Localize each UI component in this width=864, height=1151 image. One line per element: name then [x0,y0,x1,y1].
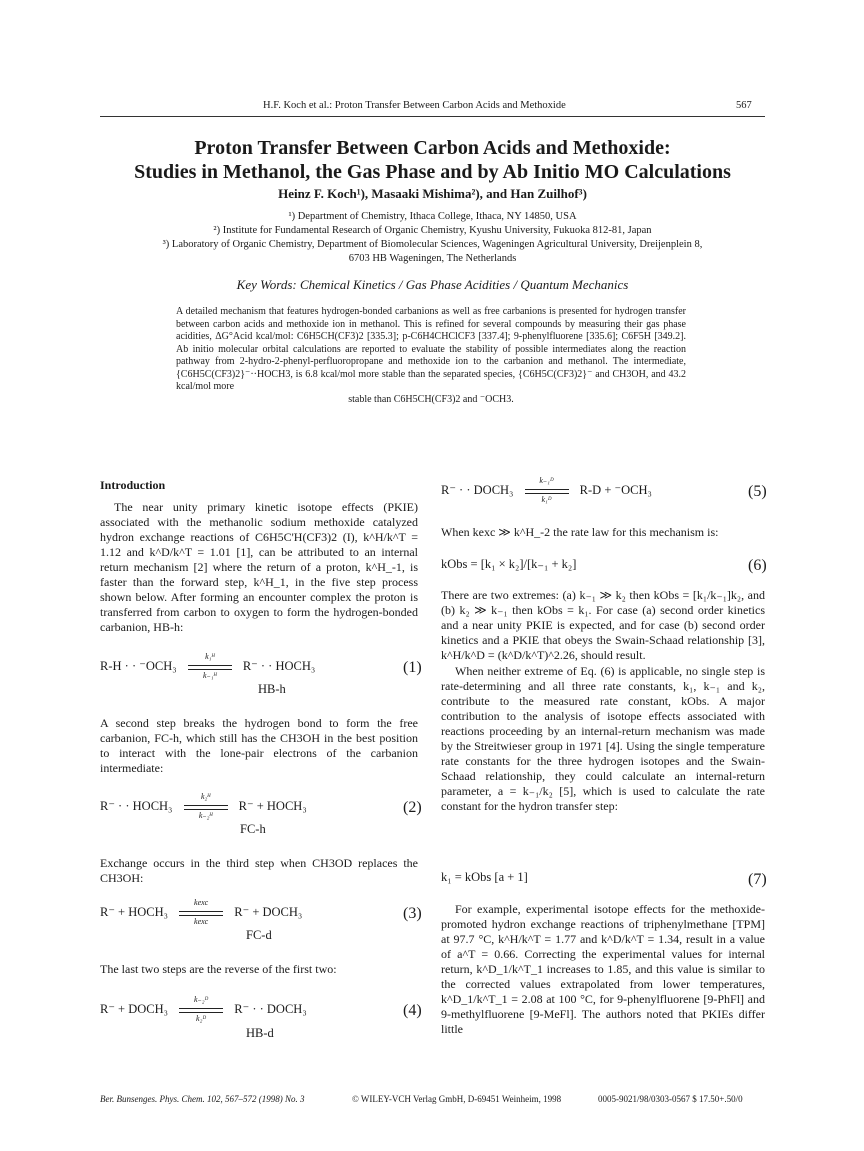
eq3-species-label: FC-d [246,928,272,942]
eq2-species-label: FC-h [240,822,266,836]
title-line-1: Proton Transfer Between Carbon Acids and Methoxide: [194,137,671,159]
equation-1 [100,652,316,681]
eq5-rate-forward: k₋₁ᴰ [539,476,554,486]
eq2-rate-forward: k₂ᴴ [200,792,211,802]
paper-title [100,136,765,184]
eq4-reactants: R⁻ + DOCH₃ [100,1002,169,1016]
eq1-species-label: HB-h [258,682,286,696]
abstract-body: A detailed mechanism that features hydrogen-bonded carbanions as well as free carbanions is presented for hydrogen transfer between carbon acids and methoxide ion in methanol. This is refined for several compounds by measuring their gas phase acidities, ΔG°Acid kcal/mol: C6H5CH(CF3)2 [335.3]; p-C6H4CHClCF3 [337.4]; 9-phenylfluorene [335.6]; C6F5H [349.2]. Ab initio molecular orbital calculations are reported to evaluate the stability of possible intermediates along the reaction pathway from 2-hydro-2-phenyl-perfluoropropane and methoxide ion to the carbanion and methanol. The intermediate, {C6H5C(CF3)2}⁻··HOCH3, is 6.8 kcal/mol more stable than the separated species, {C6H5C(CF3)2}⁻ and CH3OH, and 43.2 kcal/mol more [176,306,686,392]
eq3-number: (3) [403,905,422,922]
affiliation-3: ³) Laboratory of Organic Chemistry, Department of Biomolecular Sciences, Wageningen Agricultural University, Dreijenplein 8, [162,239,703,250]
eq5-reactants: R⁻ · · DOCH₃ [441,483,514,497]
eq6-number: (6) [748,557,767,574]
left-paragraph-1: The near unity primary kinetic isotope effects (PKIE) associated with the methanolic sodium methoxide catalyzed hydron exchange reactions of C6H5C'H(CF3)2 (I), k^H/k^T = 1.12 and k^D/k^T = 1.01 [1], can be attributed to an internal return mechanism [2] where the return of a proton, k^H_-1, is faster than the forward step, k^H_1, in the five step process shown below. After forming an encounter complex the proton is transferred from carbon to oxygen to form the hydrogen-bonded carbanion, HB-h: [100,500,418,634]
eq1-products: R⁻ · · HOCH₃ [242,659,316,673]
equation-4 [100,995,307,1024]
equation-3 [100,898,303,927]
left-paragraph-4: The last two steps are the reverse of the first two: [100,962,337,976]
affiliation-1: ¹) Department of Chemistry, Ithaca College, Ithaca, NY 14850, USA [288,211,577,222]
eq7-number: (7) [748,871,767,888]
right-paragraph-4: For example, experimental isotope effects for the methoxide-promoted hydron exchange reactions of triphenylmethane [TPM] at 97.7 °C, k^H/k^T = 1.77 and k^D/k^T = 1.34, result in a value of a^T = 0.66. Correcting the experimental values for internal return, k^D_1/k^T_1 increases to 1.85, and this value is similar to the corrected values extrapolated from lower temperatures, k^D_1/k^T_1 = 2.08 at 100 °C, for 9-phenylfluorene [9-PhFl] and 9-methylfluorene [9-MeFl]. The authors noted that PKIEs differ little [441,902,765,1036]
equilibrium-arrow [179,898,223,927]
copyright-notice: © WILEY-VCH Verlag GmbH, D-69451 Weinheim, 1998 [352,1094,562,1104]
affiliation-3-cont: 6703 HB Wageningen, The Netherlands [348,253,517,264]
eq5-number: (5) [748,483,767,500]
title-line-2: Studies in Methanol, the Gas Phase and by Ab Initio MO Calculations [134,161,731,183]
equation-2 [100,792,307,821]
eq2-rate-reverse: k₋₂ᴴ [198,811,213,821]
eq1-number: (1) [403,659,422,676]
equilibrium-arrow [188,652,232,681]
abstract [176,306,686,406]
eq4-species-label: HB-d [246,1026,274,1040]
equation-6: kObs = [k₁ × k₂]/[k₋₁ + k₂] [441,557,577,571]
equilibrium-arrow [184,792,228,821]
eq1-rate-reverse: k₋₁ᴴ [202,671,217,681]
author-list: Heinz F. Koch¹), Masaaki Mishima²), and Han Zuilhof³) [278,186,587,201]
eq1-reactants: R-H · · ⁻OCH₃ [100,659,177,673]
eq5-products: R-D + ⁻OCH₃ [579,483,652,497]
journal-citation: Ber. Bunsenges. Phys. Chem. 102, 567–572 (1998) No. 3 [100,1094,305,1104]
section-heading: Introduction [100,478,166,492]
right-paragraph-1: When kexc ≫ k^H_-2 the rate law for this mechanism is: [441,525,719,539]
abstract-last-line: stable than C6H5CH(CF3)2 and ⁻OCH3. [348,393,514,405]
eq2-reactants: R⁻ · · HOCH₃ [100,799,173,813]
eq2-products: R⁻ + HOCH₃ [238,799,307,813]
eq4-rate-reverse: k₂ᴰ [196,1014,207,1024]
eq3-rate-reverse: kexc [194,917,209,927]
equation-5 [441,476,652,505]
eq3-reactants: R⁻ + HOCH₃ [100,905,169,919]
left-paragraph-2: A second step breaks the hydrogen bond to form the free carbanion, FC-h, which still has the CH3OH in the best position to interact with the lone-pair electrons of the carbanion intermediate: [100,716,418,775]
eq5-rate-reverse: k₁ᴰ [541,495,552,505]
right-paragraph-2: There are two extremes: (a) k₋₁ ≫ k₂ then kObs = [k₁/k₋₁]k₂, and (b) k₂ ≫ k₋₁ then kObs = k₁. For case (a) second order kinetics and a near unity PKIE is expected, and for case (b) second order kinetics and a PKIE that obeys the Swain-Schaad relationship [3], k^H/k^D = (k^D/k^T)^2.26, should result. [441,588,765,662]
eq2-number: (2) [403,799,422,816]
eq4-products: R⁻ · · DOCH₃ [234,1002,307,1016]
right-paragraph-3: When neither extreme of Eq. (6) is applicable, no single step is rate-determining and all three rate constants, k₁, k₋₁ and k₂, contribute to the measured rate constant, kObs. A major contribution to the analysis of isotope effects associated with reactions proceeding by an internal-return mechanism was made by the Streitwieser group in 1971 [4]. Using the single temperature rate constants for the three hydrogen isotopes and the Swain-Schaad relationship, they could calculate an internal-return parameter, a = k₋₁/k₂ [5], which is used to calculate the rate constant for the hydron transfer step: [441,664,765,813]
equilibrium-arrow [179,995,223,1024]
eq3-products: R⁻ + DOCH₃ [234,905,303,919]
affiliation-2: ²) Institute for Fundamental Research of Organic Chemistry, Kyushu University, Fukuoka 812-81, Japan [213,225,652,236]
equation-7: k₁ = kObs [a + 1] [441,870,528,884]
header-rule [100,116,765,117]
eq4-number: (4) [403,1002,422,1019]
left-paragraph-3: Exchange occurs in the third step when CH3OD replaces the CH3OH: [100,856,418,885]
equilibrium-arrow [525,476,569,505]
page-number: 567 [736,100,752,111]
keywords: Key Words: Chemical Kinetics / Gas Phase Acidities / Quantum Mechanics [236,277,629,292]
running-title: H.F. Koch et al.: Proton Transfer Between Carbon Acids and Methoxide [263,100,566,111]
affiliations [100,210,765,266]
eq1-rate-forward: k₁ᴴ [205,652,215,662]
eq3-rate-forward: kexc [194,898,209,908]
article-code: 0005-9021/98/0303-0567 $ 17.50+.50/0 [598,1094,743,1104]
eq4-rate-forward: k₋₂ᴰ [193,995,209,1005]
